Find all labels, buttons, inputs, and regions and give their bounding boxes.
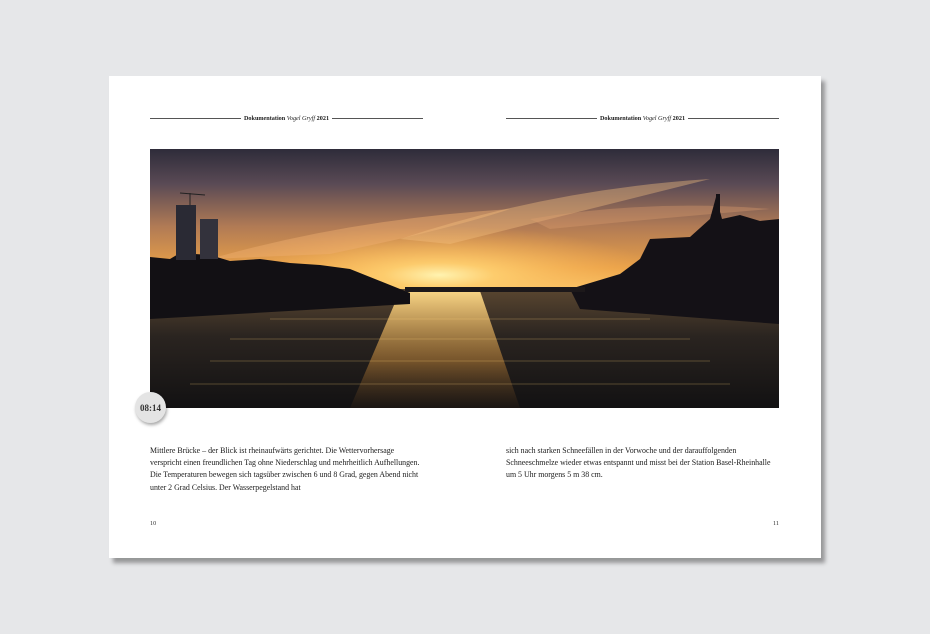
header-text: Dokumentation Vogel Gryff 2021: [599, 114, 686, 122]
header-rule: [506, 118, 597, 119]
header-rule: [688, 118, 779, 119]
body-text-right: sich nach starken Schneefällen in der Vorwoche und der darauffolgenden Schneeschmelze wieder etwas entspannt und misst bei der Station Basel-Rheinhalle um 5 Uhr morgens 5 m 38 cm.: [506, 446, 771, 480]
header-rule: [150, 118, 241, 119]
header-text: Dokumentation Vogel Gryff 2021: [243, 114, 330, 122]
header-rule: [332, 118, 423, 119]
time-badge: 08:14: [135, 392, 166, 423]
page-number-left: 10: [150, 520, 157, 527]
book-spread: [109, 76, 821, 558]
body-text-left: Mittlere Brücke – der Blick ist rheinaufwärts gerichtet. Die Wettervorhersage verspricht einen freundlichen Tag ohne Niederschlag und mehrheitlich Aufhellungen. Die Temperaturen bewegen sich tagsüber zwischen 6 und 8 Grad, gegen Abend nicht unter 2 Grad Celsius. Der Wasserpegelstand hat: [150, 446, 420, 492]
running-header-right: [506, 111, 779, 125]
page-number-right: 11: [773, 520, 779, 527]
running-header-left: [150, 111, 423, 125]
sunset-river-photo: [150, 149, 779, 408]
